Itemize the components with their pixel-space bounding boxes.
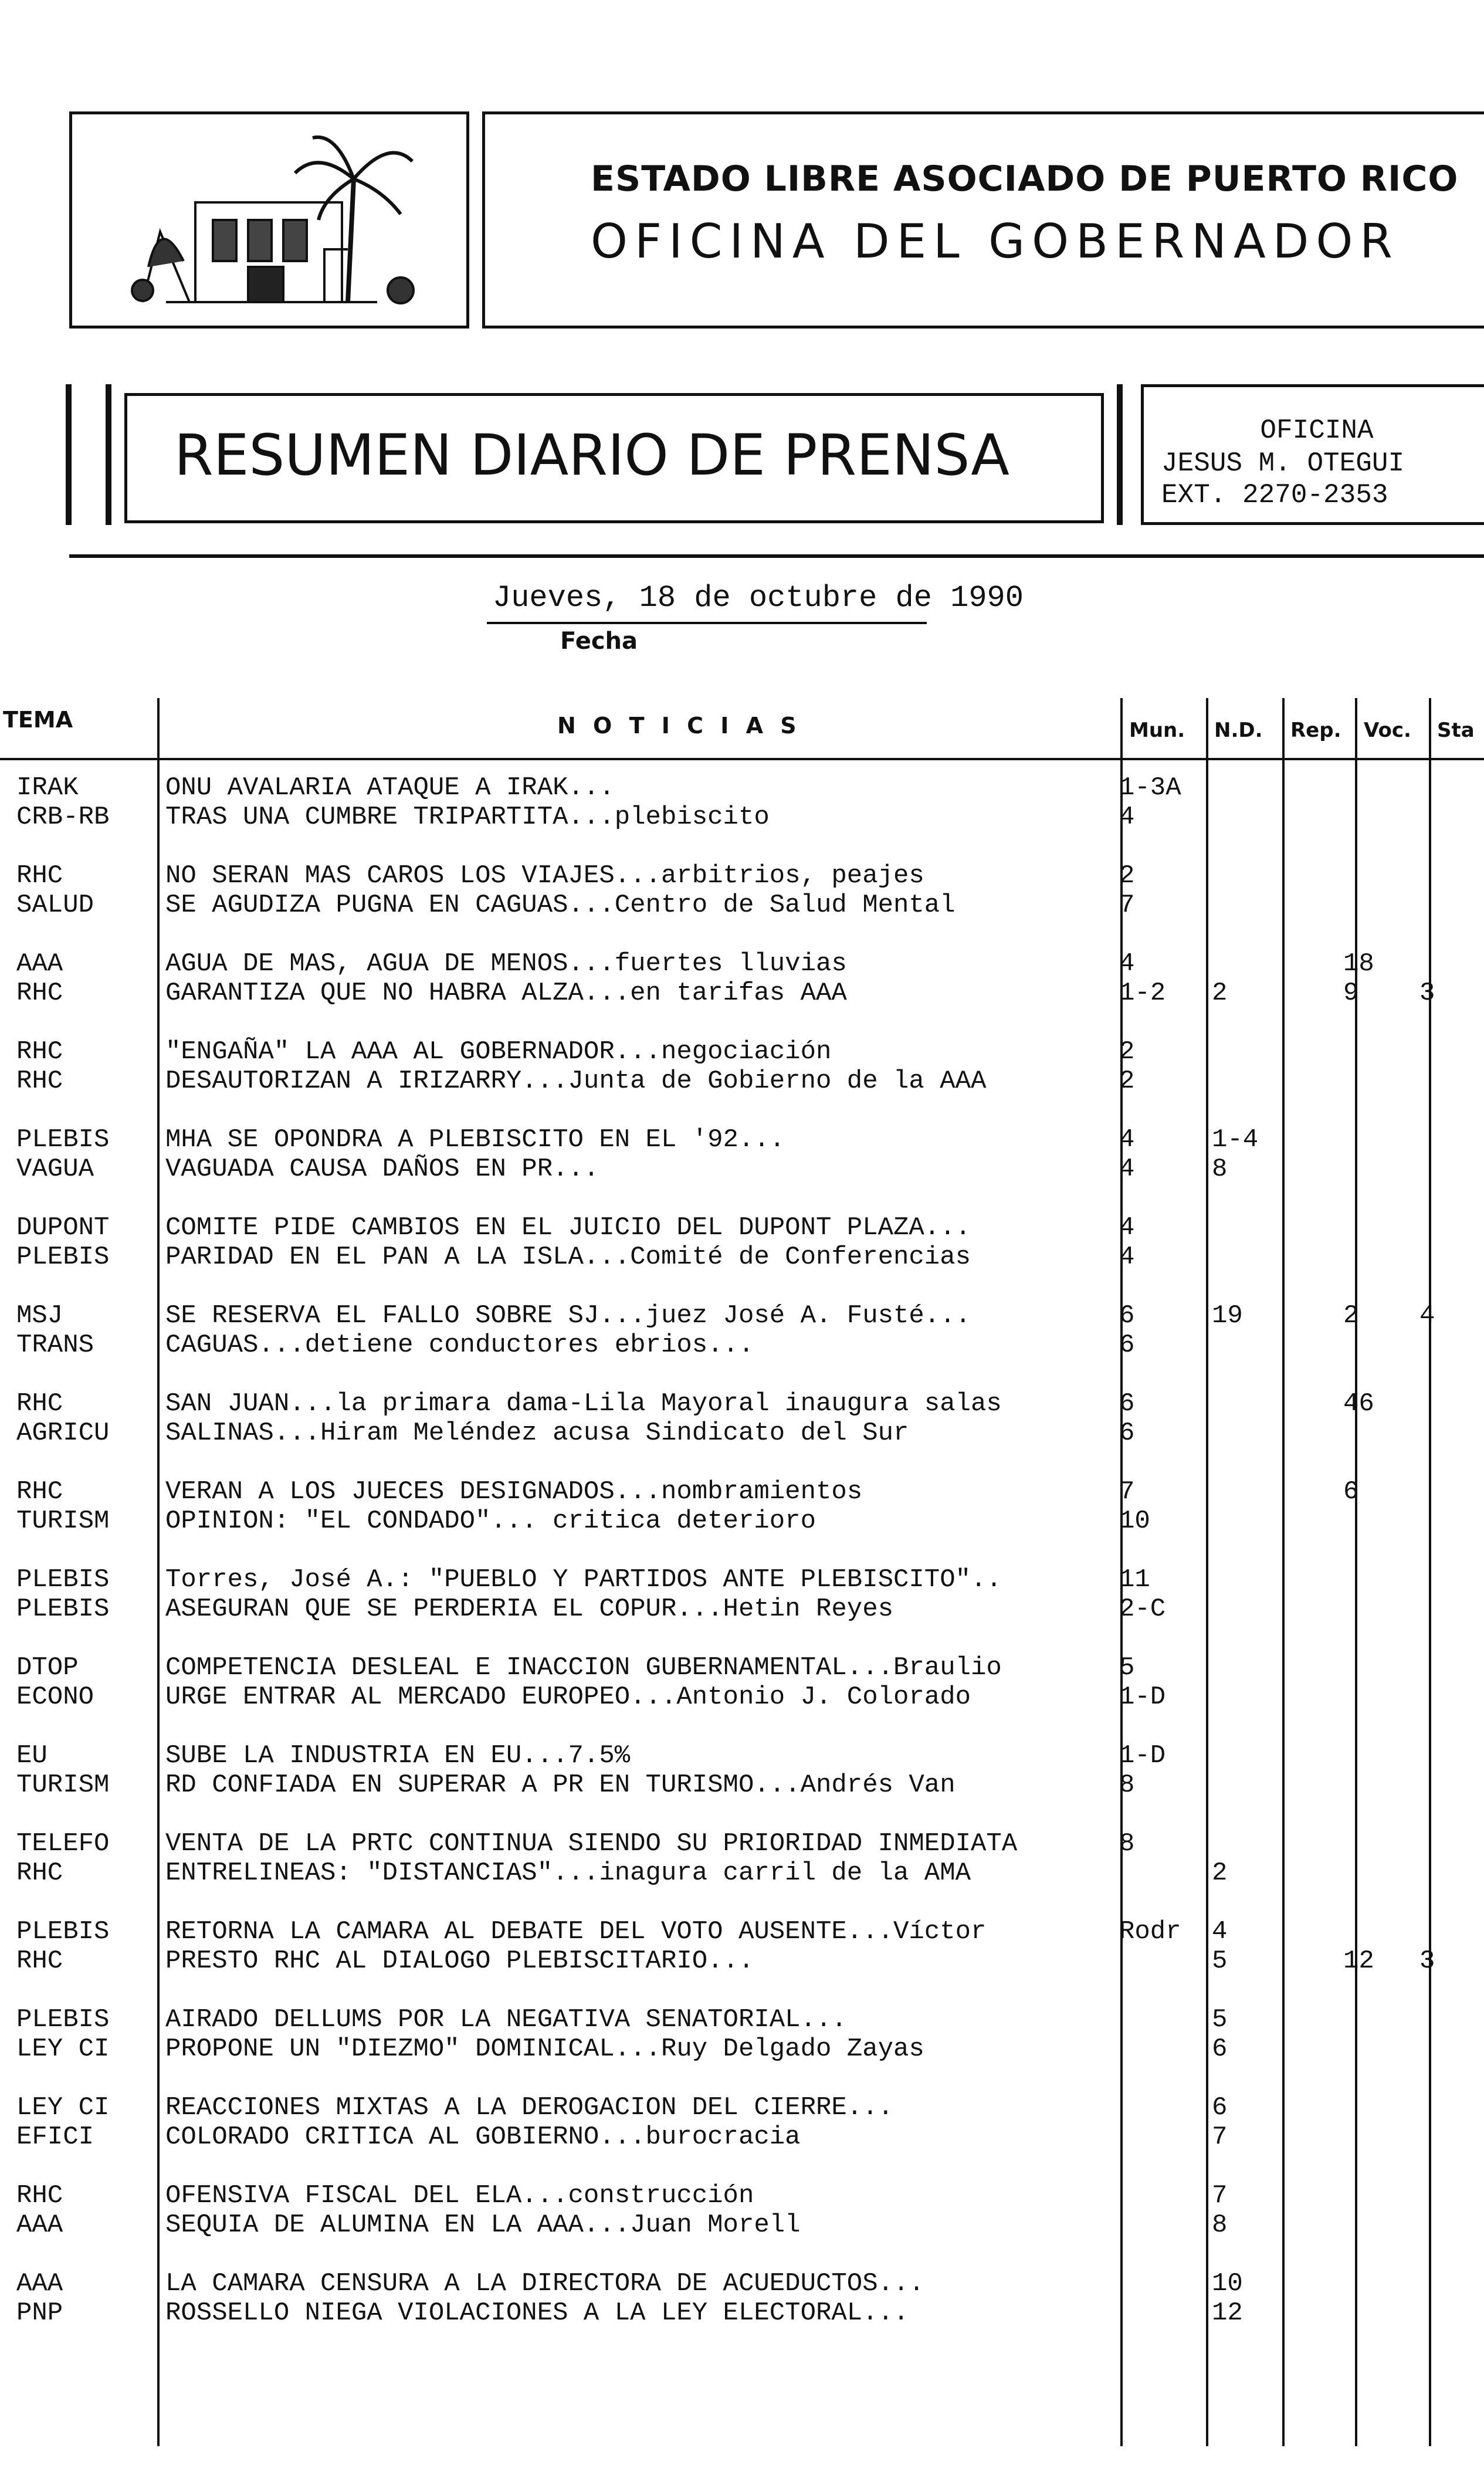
tema-cell: PLEBIS <box>16 1125 110 1154</box>
news-cell: ROSSELLO NIEGA VIOLACIONES A LA LEY ELECTORAL... <box>165 2298 909 2328</box>
tema-cell: RHC <box>16 1066 63 1096</box>
mun-cell: 6 <box>1119 1301 1135 1330</box>
table-row <box>0 2181 1484 2210</box>
tema-cell: AAA <box>16 2269 63 2298</box>
mun-cell: 4 <box>1119 1125 1135 1154</box>
office-box <box>1141 384 1484 525</box>
table-header-line <box>0 758 1484 760</box>
nd-cell: 8 <box>1212 2210 1228 2240</box>
voc-cell: 9 <box>1343 978 1359 1008</box>
header-line-1: ESTADO LIBRE ASOCIADO DE PUERTO RICO <box>591 158 1459 199</box>
tema-cell: PLEBIS <box>16 1594 110 1624</box>
table-row <box>0 978 1484 1008</box>
mun-cell: 7 <box>1119 1477 1135 1506</box>
voc-cell: 46 <box>1343 1389 1374 1418</box>
news-cell: PARIDAD EN EL PAN A LA ISLA...Comité de Conferencias <box>165 1242 971 1272</box>
mun-cell: 11 <box>1119 1565 1150 1594</box>
nd-cell: 5 <box>1212 1946 1228 1976</box>
tema-cell: ECONO <box>16 1682 94 1712</box>
mun-cell: 10 <box>1119 1506 1150 1536</box>
col-header-sta: Sta <box>1437 719 1475 742</box>
nd-cell: 2 <box>1212 978 1228 1008</box>
table-row <box>0 1418 1484 1448</box>
news-cell: OFENSIVA FISCAL DEL ELA...construcción <box>165 2181 754 2210</box>
table-row <box>0 2210 1484 2240</box>
news-cell: PROPONE UN "DIEZMO" DOMINICAL...Ruy Delgado Zayas <box>165 2034 924 2064</box>
table-row <box>0 2005 1484 2034</box>
table-row <box>0 1653 1484 1682</box>
news-cell: SE AGUDIZA PUGNA EN CAGUAS...Centro de Salud Mental <box>165 890 956 920</box>
table-row <box>0 949 1484 978</box>
table-row <box>0 1477 1484 1506</box>
tema-cell: AGRICU <box>16 1418 110 1448</box>
news-cell: VERAN A LOS JUECES DESIGNADOS...nombramientos <box>165 1477 863 1506</box>
voc-cell: 2 <box>1343 1301 1359 1330</box>
news-cell: OPINION: "EL CONDADO"... critica deterioro <box>165 1506 816 1536</box>
nd-cell: 5 <box>1212 2005 1228 2034</box>
tema-cell: PLEBIS <box>16 2005 110 2034</box>
table-row <box>0 1594 1484 1624</box>
mun-cell: 4 <box>1119 1154 1135 1184</box>
table-row <box>0 2093 1484 2122</box>
tema-cell: RHC <box>16 1946 63 1976</box>
banner-title: RESUMEN DIARIO DE PRENSA <box>174 422 1009 488</box>
tema-cell: LEY CI <box>16 2034 110 2064</box>
tema-cell: TURISM <box>16 1506 110 1536</box>
news-cell: ONU AVALARIA ATAQUE A IRAK... <box>165 773 615 802</box>
tema-cell: MSJ <box>16 1301 63 1330</box>
mun-cell: 4 <box>1119 1213 1135 1242</box>
banner-title-box <box>124 393 1104 523</box>
table-row <box>0 861 1484 890</box>
nd-cell: 6 <box>1212 2093 1228 2122</box>
table-row <box>0 1389 1484 1418</box>
table-row <box>0 890 1484 920</box>
tema-cell: CRB-RB <box>16 802 110 832</box>
voc-cell: 18 <box>1343 949 1374 978</box>
date-underline <box>487 622 927 624</box>
date-label: Fecha <box>560 628 638 655</box>
tema-cell: LEY CI <box>16 2093 110 2122</box>
news-cell: COMITE PIDE CAMBIOS EN EL JUICIO DEL DUPONT PLAZA... <box>165 1213 971 1242</box>
news-cell: COMPETENCIA DESLEAL E INACCION GUBERNAMENTAL...Braulio <box>165 1653 1002 1682</box>
news-cell: AGUA DE MAS, AGUA DE MENOS...fuertes lluvias <box>165 949 847 978</box>
nd-cell: 19 <box>1212 1301 1243 1330</box>
news-cell: Torres, José A.: "PUEBLO Y PARTIDOS ANTE PLEBISCITO".. <box>165 1565 1002 1594</box>
header-line-2: OFICINA DEL GOBERNADOR <box>591 214 1400 269</box>
table-row <box>0 1125 1484 1154</box>
table-row <box>0 2122 1484 2152</box>
tema-cell: AAA <box>16 2210 63 2240</box>
table-row <box>0 1154 1484 1184</box>
tema-cell: DTOP <box>16 1653 79 1682</box>
sta-cell: 3 <box>1419 1946 1435 1976</box>
building-palm-trees-illustration-icon <box>72 114 466 326</box>
logo-box <box>69 111 469 329</box>
news-cell: DESAUTORIZAN A IRIZARRY...Junta de Gobierno de la AAA <box>165 1066 987 1096</box>
header-separator <box>69 554 1484 558</box>
table-row <box>0 1829 1484 1858</box>
news-cell: RETORNA LA CAMARA AL DEBATE DEL VOTO AUSENTE...Víctor <box>165 1917 987 1946</box>
col-header-mun: Mun. <box>1129 719 1185 742</box>
nd-cell: 1-4 <box>1212 1125 1259 1154</box>
mun-cell: 2 <box>1119 861 1135 890</box>
tema-cell: TURISM <box>16 1770 110 1800</box>
nd-cell: 12 <box>1212 2298 1243 2328</box>
news-cell: SALINAS...Hiram Meléndez acusa Sindicato del Sur <box>165 1418 909 1448</box>
news-cell: ASEGURAN QUE SE PERDERIA EL COPUR...Hetin Reyes <box>165 1594 894 1624</box>
table-row <box>0 1682 1484 1712</box>
office-label: OFICINA <box>1260 415 1374 446</box>
tema-cell: RHC <box>16 1477 63 1506</box>
table-row <box>0 1858 1484 1888</box>
table-row <box>0 1066 1484 1096</box>
mun-cell: Rodr <box>1119 1917 1181 1946</box>
tema-cell: RHC <box>16 978 63 1008</box>
tema-cell: IRAK <box>16 773 79 802</box>
tema-cell: AAA <box>16 949 63 978</box>
news-cell: SAN JUAN...la primara dama-Lila Mayoral inaugura salas <box>165 1389 1002 1418</box>
news-cell: GARANTIZA QUE NO HABRA ALZA...en tarifas AAA <box>165 978 847 1008</box>
table-row <box>0 1301 1484 1330</box>
table-row <box>0 1565 1484 1594</box>
banner-left-bar-2 <box>106 384 111 525</box>
tema-cell: PLEBIS <box>16 1565 110 1594</box>
sta-cell: 3 <box>1419 978 1435 1008</box>
tema-cell: EFICI <box>16 2122 94 2152</box>
table-row <box>0 802 1484 832</box>
mun-cell: 2 <box>1119 1037 1135 1066</box>
nd-cell: 7 <box>1212 2181 1228 2210</box>
news-cell: LA CAMARA CENSURA A LA DIRECTORA DE ACUEDUCTOS... <box>165 2269 924 2298</box>
news-cell: "ENGAÑA" LA AAA AL GOBERNADOR...negociación <box>165 1037 832 1066</box>
mun-cell: 1-3A <box>1119 773 1181 802</box>
tema-cell: TELEFO <box>16 1829 110 1858</box>
tema-cell: RHC <box>16 1037 63 1066</box>
banner-left-bar-1 <box>66 384 72 525</box>
voc-cell: 6 <box>1343 1477 1359 1506</box>
tema-cell: RHC <box>16 861 63 890</box>
tema-cell: PNP <box>16 2298 63 2328</box>
col-header-voc: Voc. <box>1364 719 1411 742</box>
col-header-noticias: N O T I C I A S <box>557 713 801 739</box>
mun-cell: 6 <box>1119 1330 1135 1360</box>
mun-cell: 8 <box>1119 1829 1135 1858</box>
voc-cell: 12 <box>1343 1946 1374 1976</box>
mun-cell: 4 <box>1119 802 1135 832</box>
tema-cell: RHC <box>16 2181 63 2210</box>
table-row <box>0 1946 1484 1976</box>
news-cell: COLORADO CRITICA AL GOBIERNO...burocracia <box>165 2122 801 2152</box>
nd-cell: 4 <box>1212 1917 1228 1946</box>
nd-cell: 10 <box>1212 2269 1243 2298</box>
mun-cell: 1-2 <box>1119 978 1166 1008</box>
table-row <box>0 2269 1484 2298</box>
banner-right-bar <box>1117 384 1123 525</box>
office-ext: EXT. 2270-2353 <box>1161 480 1388 510</box>
sta-cell: 4 <box>1419 1301 1435 1330</box>
news-cell: REACCIONES MIXTAS A LA DEROGACION DEL CIERRE... <box>165 2093 894 2122</box>
mun-cell: 2-C <box>1119 1594 1166 1624</box>
table-row <box>0 1917 1484 1946</box>
table-row <box>0 2034 1484 2064</box>
mun-cell: 4 <box>1119 949 1135 978</box>
news-cell: TRAS UNA CUMBRE TRIPARTITA...plebiscito <box>165 802 770 832</box>
table-row <box>0 1213 1484 1242</box>
col-header-nd: N.D. <box>1214 719 1263 742</box>
table-row <box>0 1330 1484 1360</box>
mun-cell: 1-D <box>1119 1682 1166 1712</box>
news-cell: SE RESERVA EL FALLO SOBRE SJ...juez José A. Fusté... <box>165 1301 971 1330</box>
news-cell: URGE ENTRAR AL MERCADO EUROPEO...Antonio J. Colorado <box>165 1682 971 1712</box>
news-cell: RD CONFIADA EN SUPERAR A PR EN TURISMO...Andrés Van <box>165 1770 956 1800</box>
date-value: Jueves, 18 de octubre de 1990 <box>493 581 1024 615</box>
mun-cell: 1-D <box>1119 1741 1166 1770</box>
mun-cell: 5 <box>1119 1653 1135 1682</box>
office-name: JESUS M. OTEGUI <box>1161 448 1405 479</box>
nd-cell: 7 <box>1212 2122 1228 2152</box>
table-row <box>0 1770 1484 1800</box>
mun-cell: 7 <box>1119 890 1135 920</box>
news-cell: VAGUADA CAUSA DAÑOS EN PR... <box>165 1154 599 1184</box>
nd-cell: 2 <box>1212 1858 1228 1888</box>
news-cell: NO SERAN MAS CAROS LOS VIAJES...arbitrios, peajes <box>165 861 924 890</box>
tema-cell: RHC <box>16 1389 63 1418</box>
news-cell: SUBE LA INDUSTRIA EN EU...7.5% <box>165 1741 631 1770</box>
news-cell: MHA SE OPONDRA A PLEBISCITO EN EL '92... <box>165 1125 785 1154</box>
tema-cell: TRANS <box>16 1330 94 1360</box>
tema-cell: PLEBIS <box>16 1242 110 1272</box>
table-row <box>0 773 1484 802</box>
header-title-box <box>482 111 1484 329</box>
col-header-tema: TEMA <box>3 707 73 733</box>
mun-cell: 6 <box>1119 1389 1135 1418</box>
table-row <box>0 1506 1484 1536</box>
nd-cell: 8 <box>1212 1154 1228 1184</box>
tema-cell: EU <box>16 1741 48 1770</box>
tema-cell: RHC <box>16 1858 63 1888</box>
news-cell: PRESTO RHC AL DIALOGO PLEBISCITARIO... <box>165 1946 754 1976</box>
news-cell: ENTRELINEAS: "DISTANCIAS"...inagura carril de la AMA <box>165 1858 971 1888</box>
nd-cell: 6 <box>1212 2034 1228 2064</box>
mun-cell: 6 <box>1119 1418 1135 1448</box>
tema-cell: VAGUA <box>16 1154 94 1184</box>
table-row <box>0 1037 1484 1066</box>
col-header-rep: Rep. <box>1290 719 1341 742</box>
table-row <box>0 1741 1484 1770</box>
news-cell: CAGUAS...detiene conductores ebrios... <box>165 1330 754 1360</box>
news-cell: AIRADO DELLUMS POR LA NEGATIVA SENATORIAL... <box>165 2005 847 2034</box>
mun-cell: 8 <box>1119 1770 1135 1800</box>
tema-cell: SALUD <box>16 890 94 920</box>
table-row <box>0 2298 1484 2328</box>
tema-cell: PLEBIS <box>16 1917 110 1946</box>
news-cell: SEQUIA DE ALUMINA EN LA AAA...Juan Morell <box>165 2210 801 2240</box>
news-cell: VENTA DE LA PRTC CONTINUA SIENDO SU PRIORIDAD INMEDIATA <box>165 1829 1018 1858</box>
mun-cell: 2 <box>1119 1066 1135 1096</box>
mun-cell: 4 <box>1119 1242 1135 1272</box>
tema-cell: DUPONT <box>16 1213 110 1242</box>
table-row <box>0 1242 1484 1272</box>
